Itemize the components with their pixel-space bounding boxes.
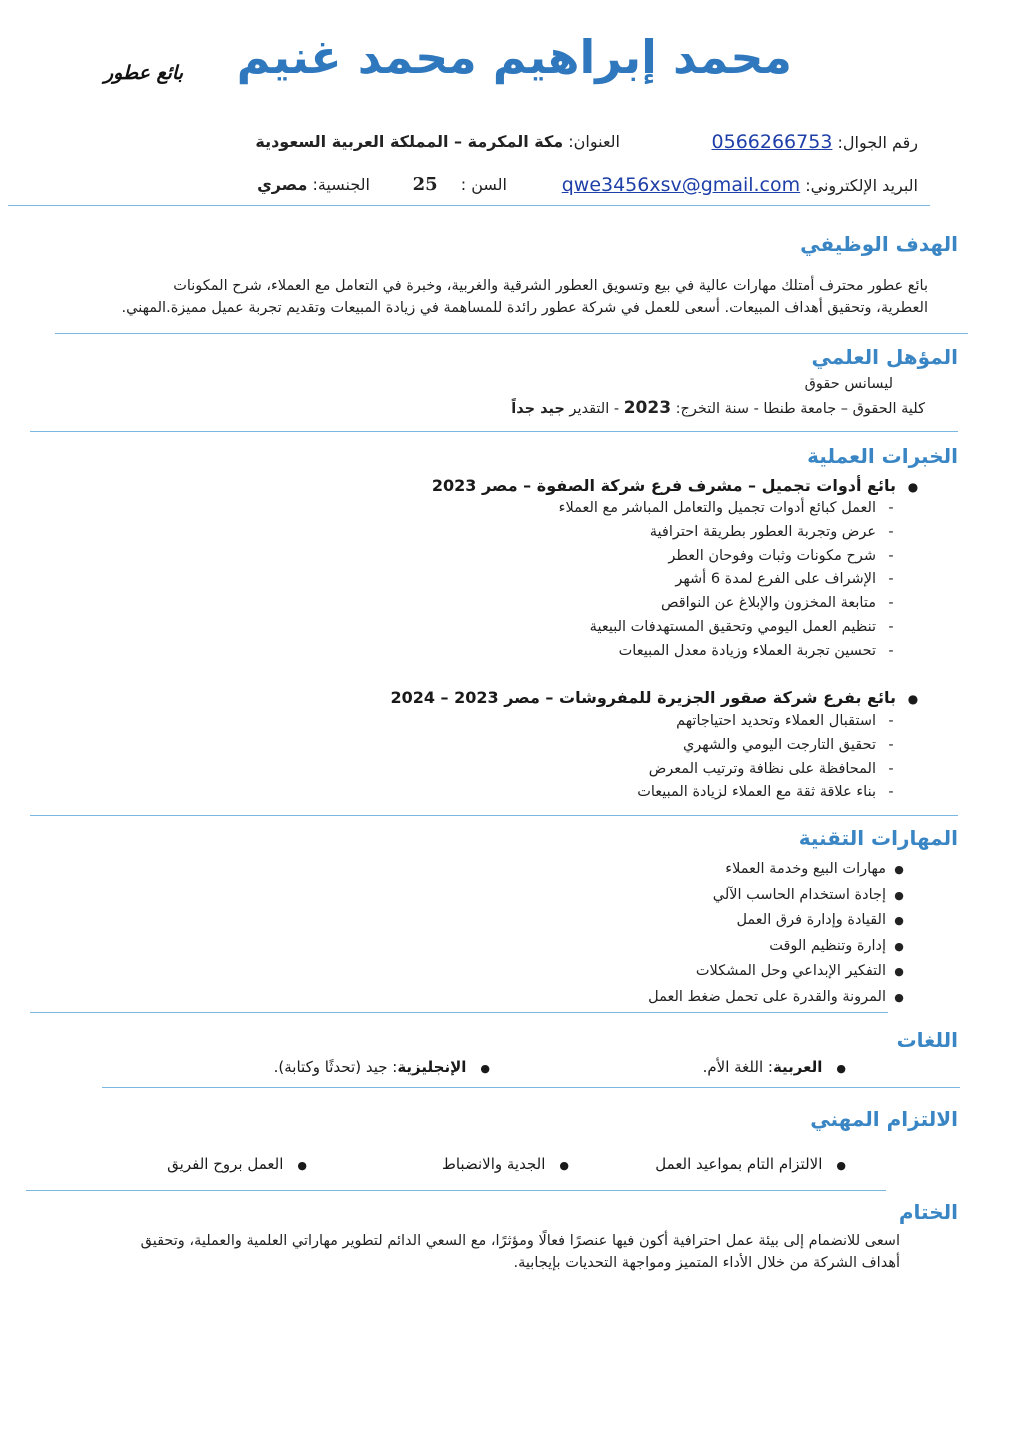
commitment-item: ●الجدية والانضباط	[441, 1155, 569, 1173]
age-label: السن :	[460, 175, 507, 194]
candidate-name: محمد إبراهيم محمد غنيم	[236, 30, 792, 84]
list-item: -تنظيم العمل اليومي وتحقيق المستهدفات البيعية	[589, 618, 894, 635]
list-item: -المحافظة على نظافة وترتيب المعرض	[648, 760, 894, 777]
language-item	[274, 1058, 490, 1076]
closing-line: اسعى للانضمام إلى بيئة عمل احترافية أكون فيها عنصرًا فعالًا ومؤثرًا، مع السعي الدائم لتطوير مهاراتي العلمية والعملية، وتحقيق	[140, 1233, 900, 1249]
address-city: مكة المكرمة	[467, 132, 564, 151]
education-college: كلية الحقوق – جامعة طنطا - سنة التخرج:	[671, 401, 925, 417]
commitment-item: ●الالتزام التام بمواعيد العمل	[655, 1155, 846, 1173]
address-label: العنوان:	[568, 132, 620, 151]
list-item: ●المرونة والقدرة على تحمل ضغط العمل	[648, 988, 904, 1005]
grad-year: 2023	[623, 398, 672, 418]
bullet-icon: ●	[836, 1159, 846, 1172]
experience-title: الخبرات العملية	[807, 444, 958, 468]
skills-title: المهارات التقنية	[798, 826, 958, 850]
list-item: ●التفكير الإبداعي وحل المشكلات	[695, 963, 904, 979]
grade-label: - التقدير	[564, 401, 624, 417]
commitment-item: ●العمل بروح الفريق	[167, 1155, 307, 1173]
list-item: -تحقيق التارجت اليومي والشهري	[682, 736, 894, 753]
language-level: : اللغة الأم.	[702, 1058, 773, 1076]
phone-link[interactable]: 0566266753	[711, 131, 833, 153]
objective-line: العطرية، وتحقيق أهداف المبيعات. أسعى للعمل في شركة عطور رائدة للمساهمة في زيادة المبيعات وتقديم تجربة عميل مميزة.المهني.	[121, 300, 928, 316]
bullet-icon: ●	[836, 1062, 846, 1075]
list-item: -العمل كبائع أدوات تجميل والتعامل المباشر مع العملاء	[558, 500, 894, 516]
divider	[8, 205, 930, 206]
divider	[102, 1087, 960, 1088]
degree: ليسانس حقوق	[804, 376, 893, 392]
language-name: العربية	[772, 1058, 823, 1076]
list-item: -عرض وتجربة العطور بطريقة احترافية	[649, 523, 894, 540]
address-country: – المملكة العربية السعودية	[255, 132, 468, 151]
list-item: -الإشراف على الفرع لمدة 6 أشهر	[675, 571, 894, 588]
skills-list	[648, 857, 912, 1010]
divider	[55, 333, 968, 334]
objective-title: الهدف الوظيفي	[800, 232, 958, 256]
job-title: بائع عطور	[104, 62, 184, 84]
list-item: ●القيادة وإدارة فرق العمل	[736, 912, 904, 928]
list-item: ●إدارة وتنظيم الوقت	[769, 937, 904, 954]
language-level: : جيد (تحدثًا وكتابة).	[273, 1058, 398, 1076]
bullet-icon: ●	[907, 692, 919, 706]
list-item: ●إجادة استخدام الحاسب الآلي	[712, 886, 904, 903]
closing-text	[30, 1230, 900, 1274]
job-heading-text: بائع أدوات تجميل – مشرف فرع شركة الصفوة – مصر 2023	[431, 476, 896, 495]
language-item	[703, 1058, 846, 1076]
bullet-icon: ●	[559, 1159, 569, 1172]
job-task-list	[559, 497, 906, 664]
age-value: 25	[412, 174, 438, 195]
education-details	[511, 398, 925, 418]
list-item: -تحسين تجربة العملاء وزيادة معدل المبيعات	[618, 642, 894, 659]
bullet-icon: ●	[297, 1159, 307, 1172]
language-name: الإنجليزية	[397, 1058, 467, 1076]
languages-title: اللغات	[896, 1028, 958, 1052]
job-heading-text: بائع بفرع شركة صقور الجزيرة للمفروشات – مصر 2023 – 2024	[390, 688, 896, 707]
nationality-row	[257, 175, 370, 194]
list-item: -بناء علاقة ثقة مع العملاء لزيادة المبيعات	[637, 784, 894, 801]
bullet-icon: ●	[480, 1062, 490, 1075]
bullet-icon: ●	[907, 480, 919, 494]
job-task-list	[637, 710, 906, 805]
education-title: المؤهل العلمي	[811, 345, 958, 369]
job-heading	[432, 476, 930, 495]
divider	[30, 1012, 888, 1013]
list-item: -استقبال العملاء وتحديد احتياجاتهم	[676, 713, 894, 729]
nationality-label: الجنسية:	[312, 175, 370, 194]
divider	[30, 431, 958, 432]
phone-row	[712, 131, 918, 153]
objective-line: بائع عطور محترف أمتلك مهارات عالية في بيع وتسويق العطور الشرقية والغربية، وخبرة في التعامل مع العملاء، شرح المكونات	[173, 278, 928, 294]
address-row	[255, 132, 620, 151]
grade-value: جيد جداً	[511, 401, 565, 417]
email-row	[562, 174, 918, 196]
list-item: -متابعة المخزون والإبلاغ عن النواقص	[660, 595, 894, 612]
nationality-value: مصري	[257, 175, 308, 194]
email-link[interactable]: qwe3456xsv@gmail.com	[561, 174, 801, 196]
commitment-title: الالتزام المهني	[810, 1107, 958, 1131]
age-row	[413, 174, 507, 195]
objective-text	[48, 275, 928, 319]
divider	[26, 1190, 886, 1191]
list-item: ●مهارات البيع وخدمة العملاء	[725, 861, 904, 877]
phone-label: رقم الجوال:	[837, 133, 918, 152]
divider	[30, 815, 958, 816]
job-heading	[390, 688, 930, 707]
email-label: البريد الإلكتروني:	[805, 176, 918, 195]
closing-line: أهداف الشركة من خلال الأداء المتميز ومواجهة التحديات بإيجابية.	[513, 1255, 900, 1271]
list-item: -شرح مكونات وثبات وفوحان العطر	[668, 547, 894, 564]
closing-title: الختام	[898, 1200, 958, 1224]
